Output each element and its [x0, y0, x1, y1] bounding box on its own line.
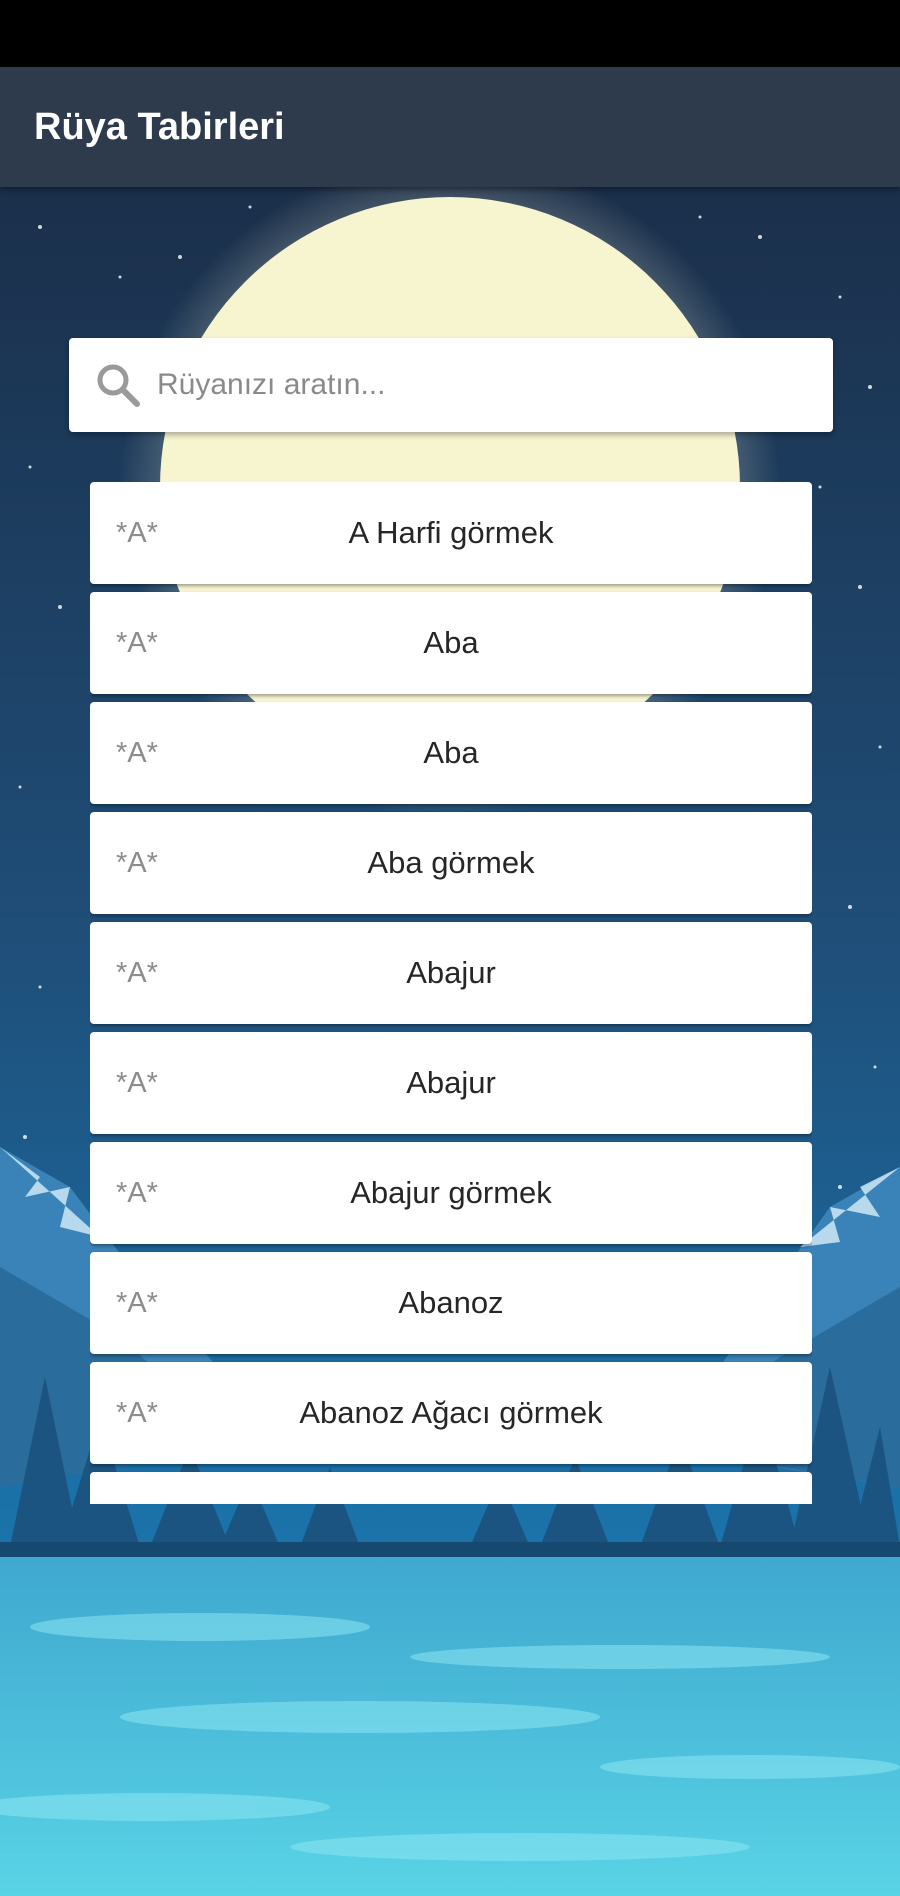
- list-item[interactable]: [90, 482, 812, 584]
- search-input[interactable]: [157, 338, 807, 432]
- search-icon: [95, 362, 141, 408]
- item-title: Abajur görmek: [350, 1175, 552, 1210]
- list-item[interactable]: [90, 1362, 812, 1464]
- list-item[interactable]: [90, 1472, 812, 1504]
- item-title: A Harfi görmek: [348, 515, 554, 550]
- item-letter: *A*: [116, 1287, 158, 1319]
- item-title: [200, 1472, 702, 1504]
- list-item[interactable]: [90, 1142, 812, 1244]
- item-title: Aba görmek: [367, 845, 535, 880]
- app-title: Rüya Tabirleri: [34, 106, 285, 148]
- dream-list[interactable]: [90, 482, 812, 1504]
- item-title: Abanoz: [398, 1285, 504, 1320]
- item-title: Abanoz Ağacı görmek: [299, 1395, 603, 1430]
- item-letter: *A*: [116, 737, 158, 769]
- item-title: Abajur: [406, 1065, 496, 1100]
- item-letter: *A*: [116, 1067, 158, 1099]
- list-item[interactable]: [90, 702, 812, 804]
- list-item[interactable]: [90, 812, 812, 914]
- list-item[interactable]: [90, 1032, 812, 1134]
- item-letter: *A*: [116, 957, 158, 989]
- app-bar: [0, 67, 900, 187]
- list-item[interactable]: [90, 1252, 812, 1354]
- item-letter: *A*: [116, 1177, 158, 1209]
- list-item[interactable]: [90, 592, 812, 694]
- item-title: Abajur: [406, 955, 496, 990]
- item-letter: *A*: [116, 627, 158, 659]
- status-bar: [0, 0, 900, 67]
- item-letter: *A*: [116, 847, 158, 879]
- search-bar[interactable]: [69, 338, 833, 432]
- item-title: Aba: [423, 735, 479, 770]
- item-letter: *A*: [116, 517, 158, 549]
- item-title: Aba: [423, 625, 479, 660]
- item-letter: *A*: [116, 1397, 158, 1429]
- list-item[interactable]: [90, 922, 812, 1024]
